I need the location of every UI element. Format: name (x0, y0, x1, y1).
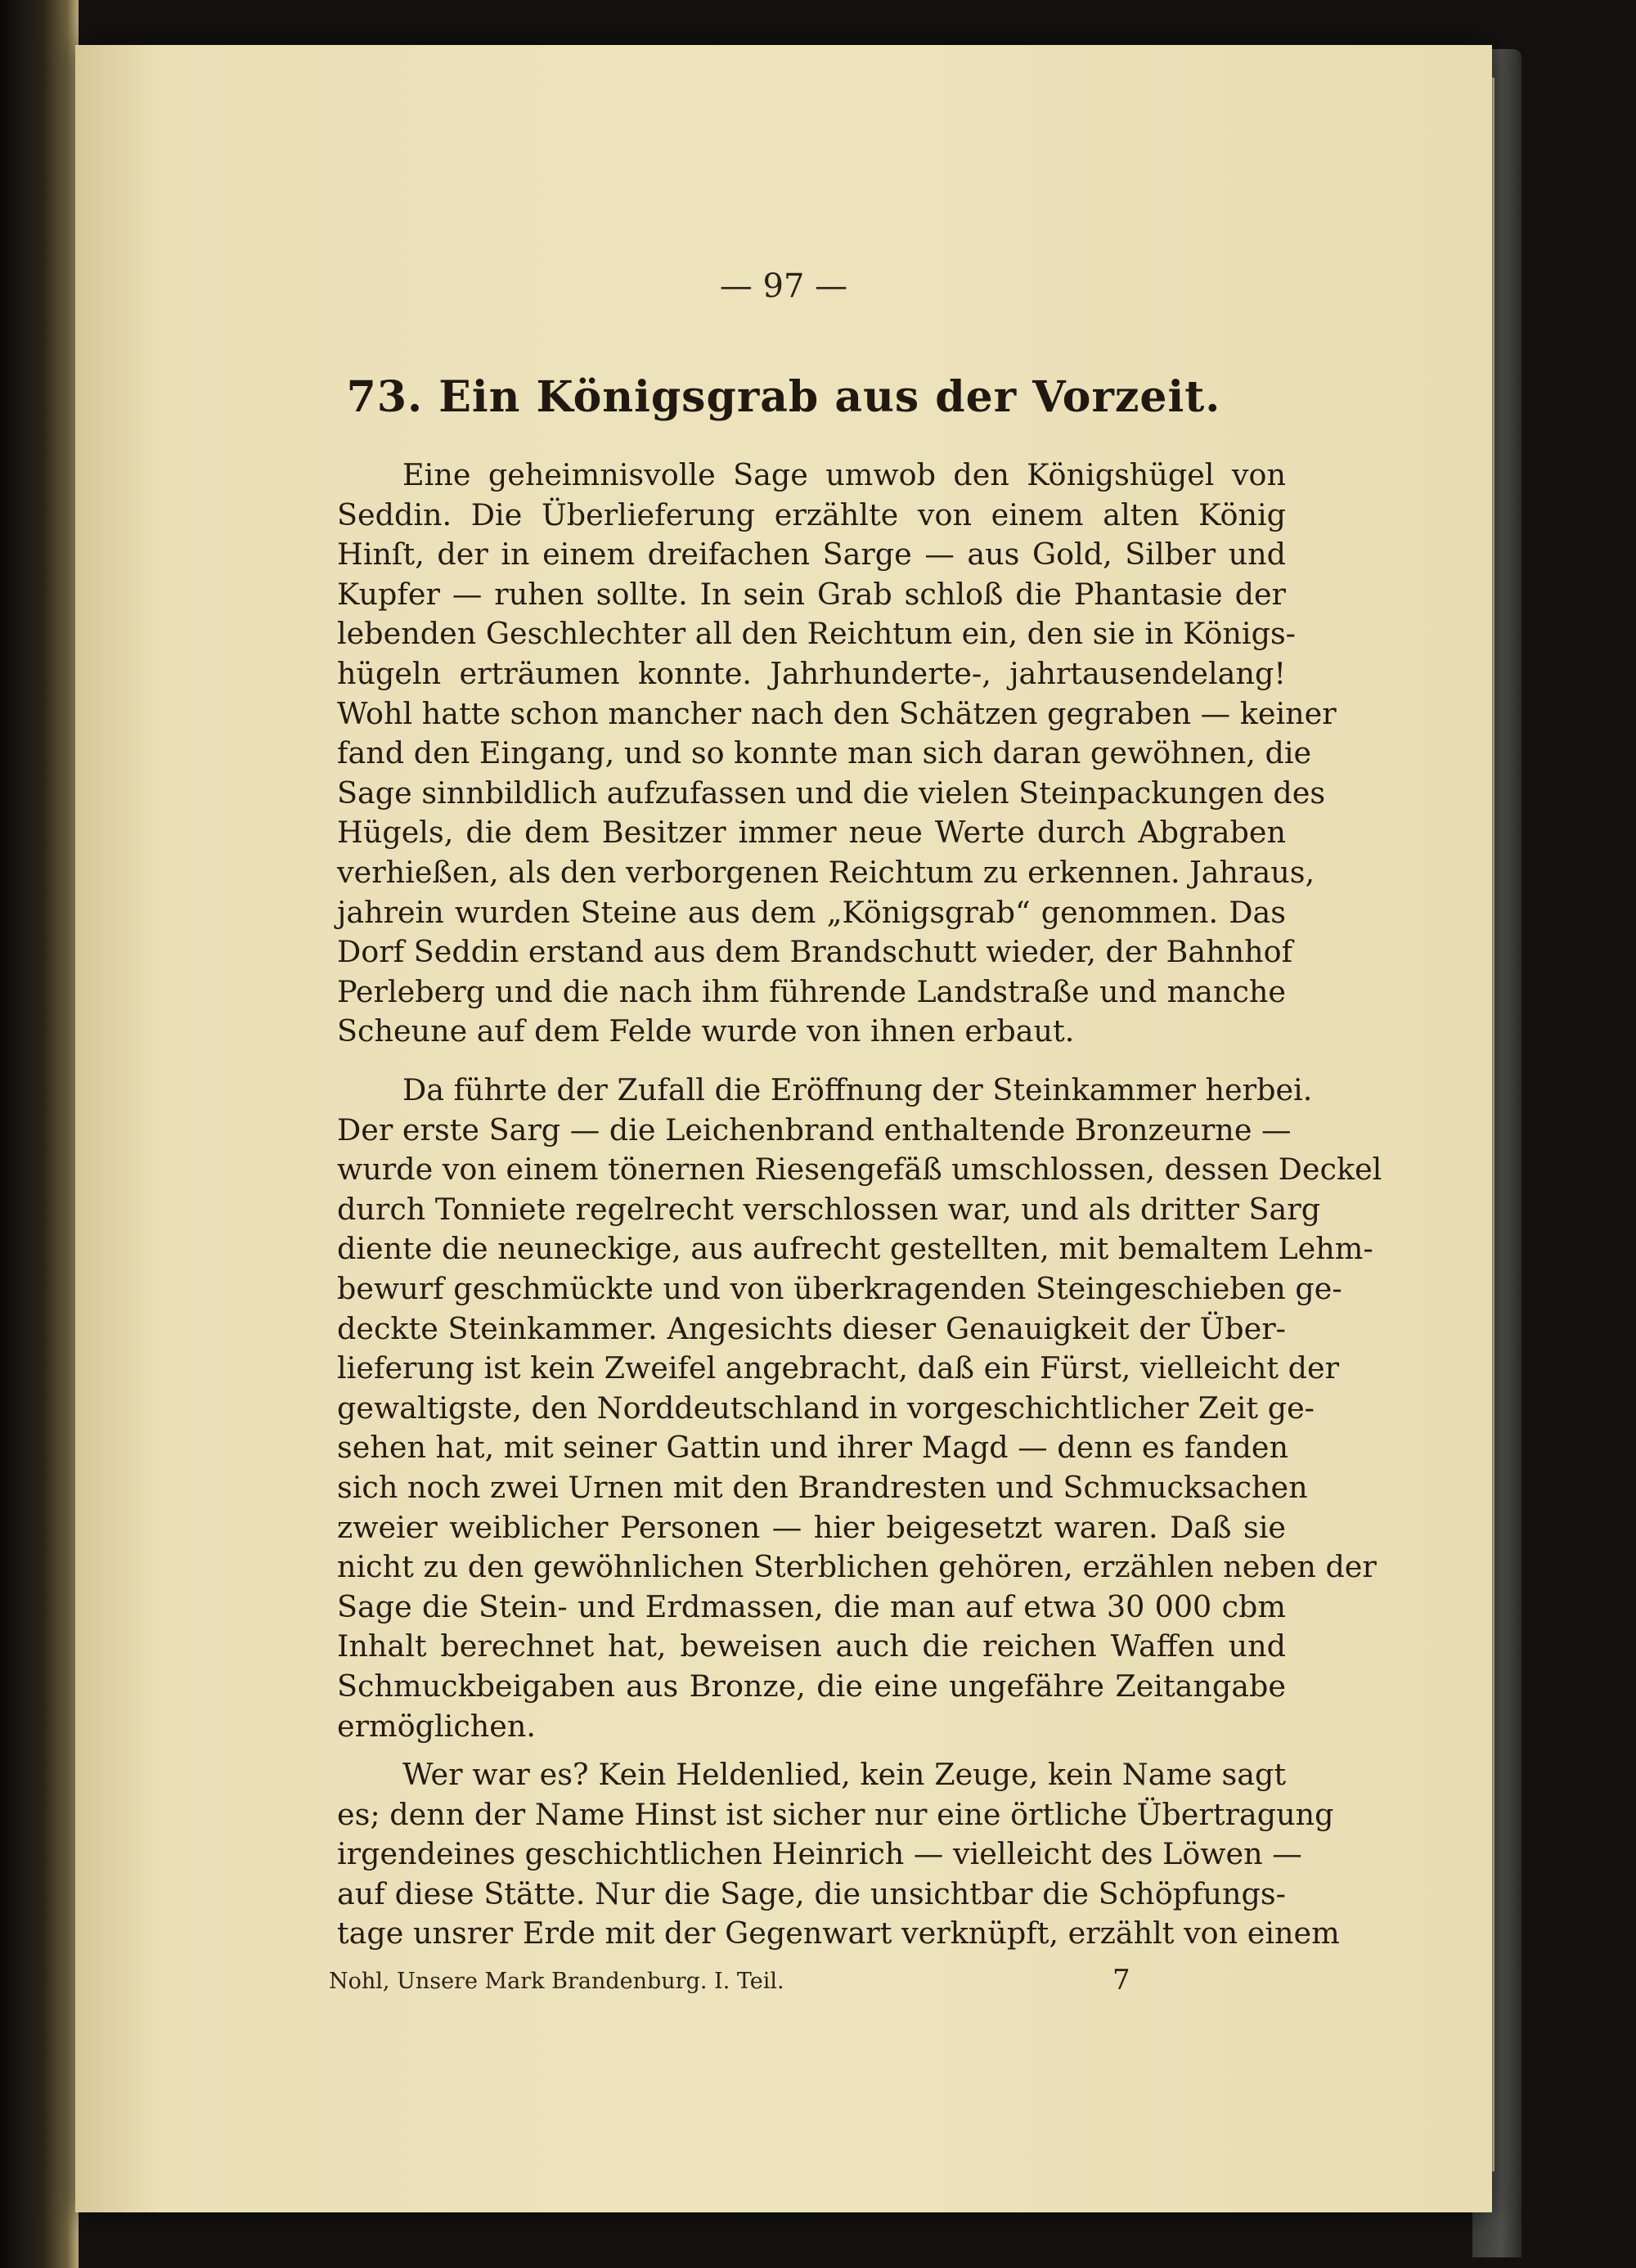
text-line: hügeln erträumen konnte. Jahrhunderte-, jahrtausendelang! (337, 655, 1286, 691)
book-spine-left (0, 0, 79, 2268)
text-line: Hinſt, der in einem dreifachen Sarge — aus Gold, Silber und (337, 537, 1286, 573)
text-line: Schmuckbeigaben aus Bronze, die eine ungefähre Zeitangabe (337, 1668, 1286, 1704)
paragraph-2 (337, 1071, 1382, 1746)
paragraph-3 (337, 1755, 1340, 1954)
text-line: jahrein wurden Steine aus dem „Königsgrab“ genommen. Das (337, 894, 1286, 930)
footer-citation: Nohl, Unsere Mark Brandenburg. I. Teil. (329, 1969, 784, 1994)
text-line: diente die neuneckige, aus aufrecht gestellten, mit bemaltem Lehm- (337, 1231, 1373, 1267)
text-line: sich noch zwei Urnen mit den Brandresten und Schmucksachen (337, 1469, 1308, 1505)
text-line: Eine geheimnisvolle Sage umwob den Königshügel von (402, 457, 1286, 492)
text-line: Perleberg und die nach ihm führende Landstraße und manche (337, 973, 1286, 1009)
text-line: durch Tonniete regelrecht verschlossen war, und als dritter Sarg (337, 1191, 1321, 1227)
text-line: Sage sinnbildlich aufzufassen und die vielen Steinpackungen des (337, 775, 1326, 811)
book-page (75, 45, 1492, 2212)
text-line: Hügels, die dem Besitzer immer neue Werte durch Abgraben (337, 815, 1286, 851)
text-line: Seddin. Die Überlieferung erzählte von einem alten König (337, 496, 1286, 532)
text-line: auf diese Stätte. Nur die Sage, die unsichtbar die Schöpfungs- (337, 1875, 1286, 1911)
text-line: Sage die Stein- und Erdmassen, die man auf etwa 30 000 cbm (337, 1588, 1286, 1624)
text-line: Der erste Sarg — die Leichenbrand enthaltende Bronzeurne — (337, 1112, 1292, 1147)
text-line: lieferung ist kein Zweifel angebracht, daß ein Fürst, vielleicht der (337, 1350, 1340, 1386)
text-line: zweier weiblicher Personen — hier beigesetzt waren. Daß sie (337, 1509, 1286, 1545)
text-line: Dorf Seddin erstand aus dem Brandschutt wieder, der Bahnhof (337, 934, 1293, 970)
text-line: sehen hat, mit seiner Gattin und ihrer Magd — denn es fanden (337, 1430, 1289, 1466)
paragraph-1 (337, 456, 1337, 1052)
text-line: lebenden Geschlechter all den Reichtum ein, den sie in Königs- (337, 616, 1297, 652)
text-line: fand den Eingang, und so konnte man sich daran gewöhnen, die (337, 735, 1312, 771)
text-line: Kupfer — ruhen sollte. In sein Grab schloß die Phantasie der (337, 576, 1286, 612)
page-number: — 97 — (719, 267, 848, 305)
text-line: Da führte der Zufall die Eröffnung der Steinkammer herbei. (402, 1072, 1313, 1107)
text-line: Inhalt berechnet hat, beweisen auch die reichen Waffen und (337, 1628, 1286, 1664)
text-line: nicht zu den gewöhnlichen Sterblichen gehören, erzählen neben der (337, 1549, 1377, 1585)
text-line: ermöglichen. (337, 1708, 537, 1744)
footer-sheet-number: 7 (1112, 1964, 1130, 1996)
text-line: Scheune auf dem Felde wurde von ihnen erbaut. (337, 1013, 1075, 1049)
text-line: wurde von einem tönernen Riesengefäß umschlossen, dessen Deckel (337, 1152, 1382, 1188)
text-line: Wer war es? Kein Heldenlied, kein Zeuge, kein Name sagt (402, 1757, 1286, 1792)
text-line: gewaltigste, den Norddeutschland in vorgeschichtlicher Zeit ge- (337, 1390, 1315, 1426)
text-line: verhießen, als den verborgenen Reichtum zu erkennen. Jahraus, (337, 854, 1315, 890)
text-line: bewurf geschmückte und von überkragenden Steingeschieben ge- (337, 1270, 1342, 1306)
chapter-title: 73. Ein Königsgrab aus der Vorzeit. (346, 372, 1221, 422)
text-line: tage unsrer Erde mit der Gegenwart verknüpft, erzählt von einem (337, 1915, 1340, 1951)
text-line: es; denn der Name Hinst ist sicher nur eine örtliche Übertragung (337, 1796, 1334, 1832)
text-line: irgendeines geschichtlichen Heinrich — vielleicht des Löwen — (337, 1836, 1302, 1872)
text-line: Wohl hatte schon mancher nach den Schätzen gegraben — keiner (337, 695, 1337, 731)
text-line: deckte Steinkammer. Angesichts dieser Genauigkeit der Über- (337, 1310, 1286, 1346)
